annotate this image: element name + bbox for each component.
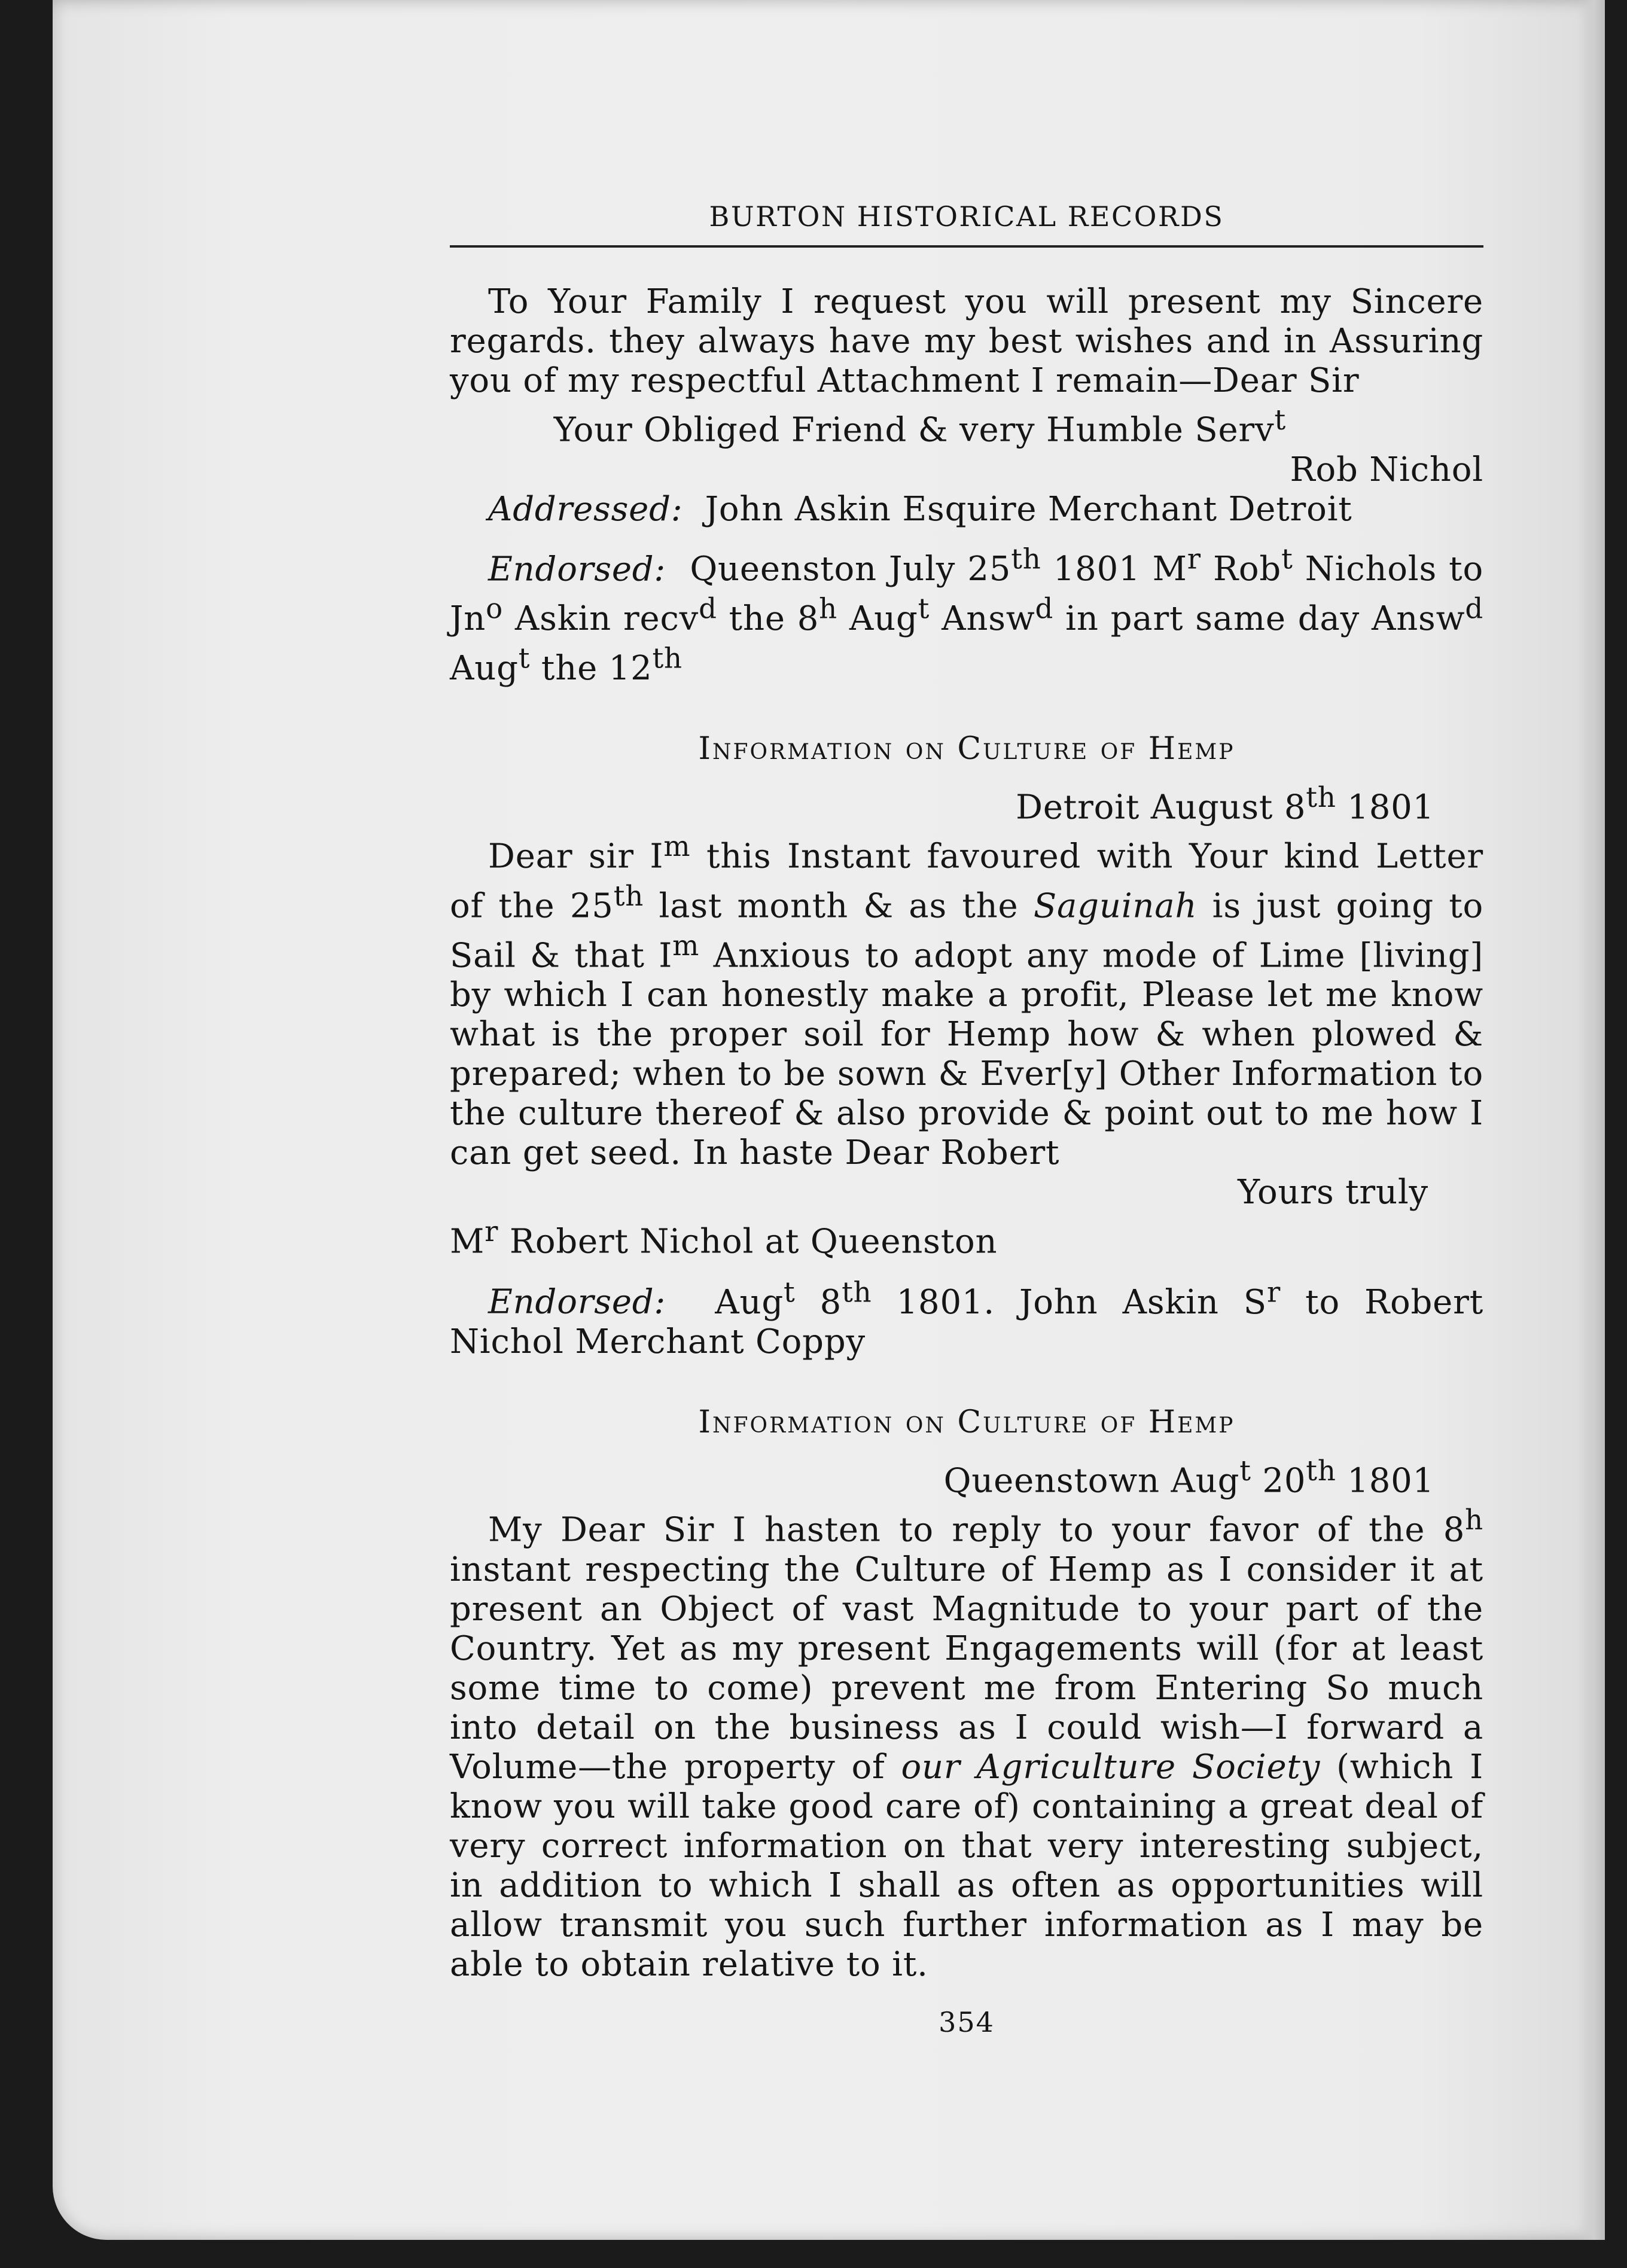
ship-name: Saguinah bbox=[1033, 886, 1198, 926]
endorsed-note-2 bbox=[450, 1273, 1483, 1362]
running-head: BURTON HISTORICAL RECORDS bbox=[450, 199, 1483, 248]
addressed-text: John Askin Esquire Merchant Detroit bbox=[705, 489, 1352, 529]
letter-body-1: Dear sir $I^m$ this Instant favoured with Your kind Letter of the 25th last month & as the Saguinah is just going to Sail & that $I^m$ Anxious to adopt any mode of Lime [living] by which I can honestly make a profit, Please let me know what is the proper soil for Hemp how & when plowed & prepared; when to be sown & Ever[y] Other Information to the culture thereof & also provide & point out to me how I can get seed. In haste Dear Robert bbox=[450, 831, 1484, 1173]
letter-signature: Rob Nichol bbox=[1290, 450, 1483, 489]
endorsed-text-2: Aug$^t$ 8th 1801. John Askin $S^r$ to Robert Nichol Merchant Coppy bbox=[450, 1276, 1483, 1361]
letter-closing-paragraph: To Your Family I request you will present my Sincere regards. they always have my best wishes and in Assuring you of my respectful Attachment I remain—Dear Sir bbox=[450, 282, 1483, 400]
endorsed-label-1: Endorsed: bbox=[488, 550, 666, 589]
endorsed-label-2: Endorsed: bbox=[488, 1282, 666, 1322]
society-name: our Agriculture Society bbox=[901, 1747, 1321, 1787]
recipient-address-1: $M^r$ Robert Nichol at Queenston bbox=[450, 1216, 998, 1261]
page-number: 354 bbox=[939, 2005, 995, 2038]
closing-text: Your Obliged Friend & very Humble Serv bbox=[553, 410, 1275, 450]
page-edge-shadow bbox=[1577, 0, 1605, 2240]
closing-superscript: t bbox=[1274, 404, 1286, 437]
dateline-1: Detroit August 8th 1801 bbox=[1016, 781, 1434, 827]
addressed-line bbox=[450, 490, 1483, 529]
letter-body-2: My Dear Sir I hasten to reply to your favor of the 8$^h$ instant respecting the Culture of Hemp as I consider it at present an Object of vast Magnitude to your part of the Country. Yet as my present Engagements will (for at least some time to come) prevent me from Entering So much into detail on the business as I could wish—I forward a Volume—the property of our Agriculture Society (which I know you will take good care of) containing a great deal of very correct information on that very interesting subject, in addition to which I shall as often as opportunities will allow transmit you such further information as I may be able to obtain relative to it. bbox=[450, 1504, 1483, 1984]
letter-signoff-1: Yours truly bbox=[1238, 1173, 1428, 1212]
page-content bbox=[450, 199, 1483, 2042]
addressed-label: Addressed: bbox=[488, 489, 683, 529]
section-title-1: Information on Culture of Hemp bbox=[698, 730, 1235, 767]
letter-complimentary-close bbox=[450, 401, 1483, 450]
endorsed-text-1: Queenston July 25th 1801 $M^r$ Rob$^t$ Nichols to Jn$^o$ Askin recv$^d$ the 8$^h$ Aug$^t$ Answ$^d$ in part same day Answ$^d$ Aug$^t$ the 12th bbox=[450, 543, 1484, 688]
endorsed-note-1 bbox=[450, 540, 1483, 688]
dateline-2: Queenstown Aug$^t$ 20th 1801 bbox=[943, 1455, 1434, 1501]
section-title-2: Information on Culture of Hemp bbox=[698, 1404, 1235, 1440]
